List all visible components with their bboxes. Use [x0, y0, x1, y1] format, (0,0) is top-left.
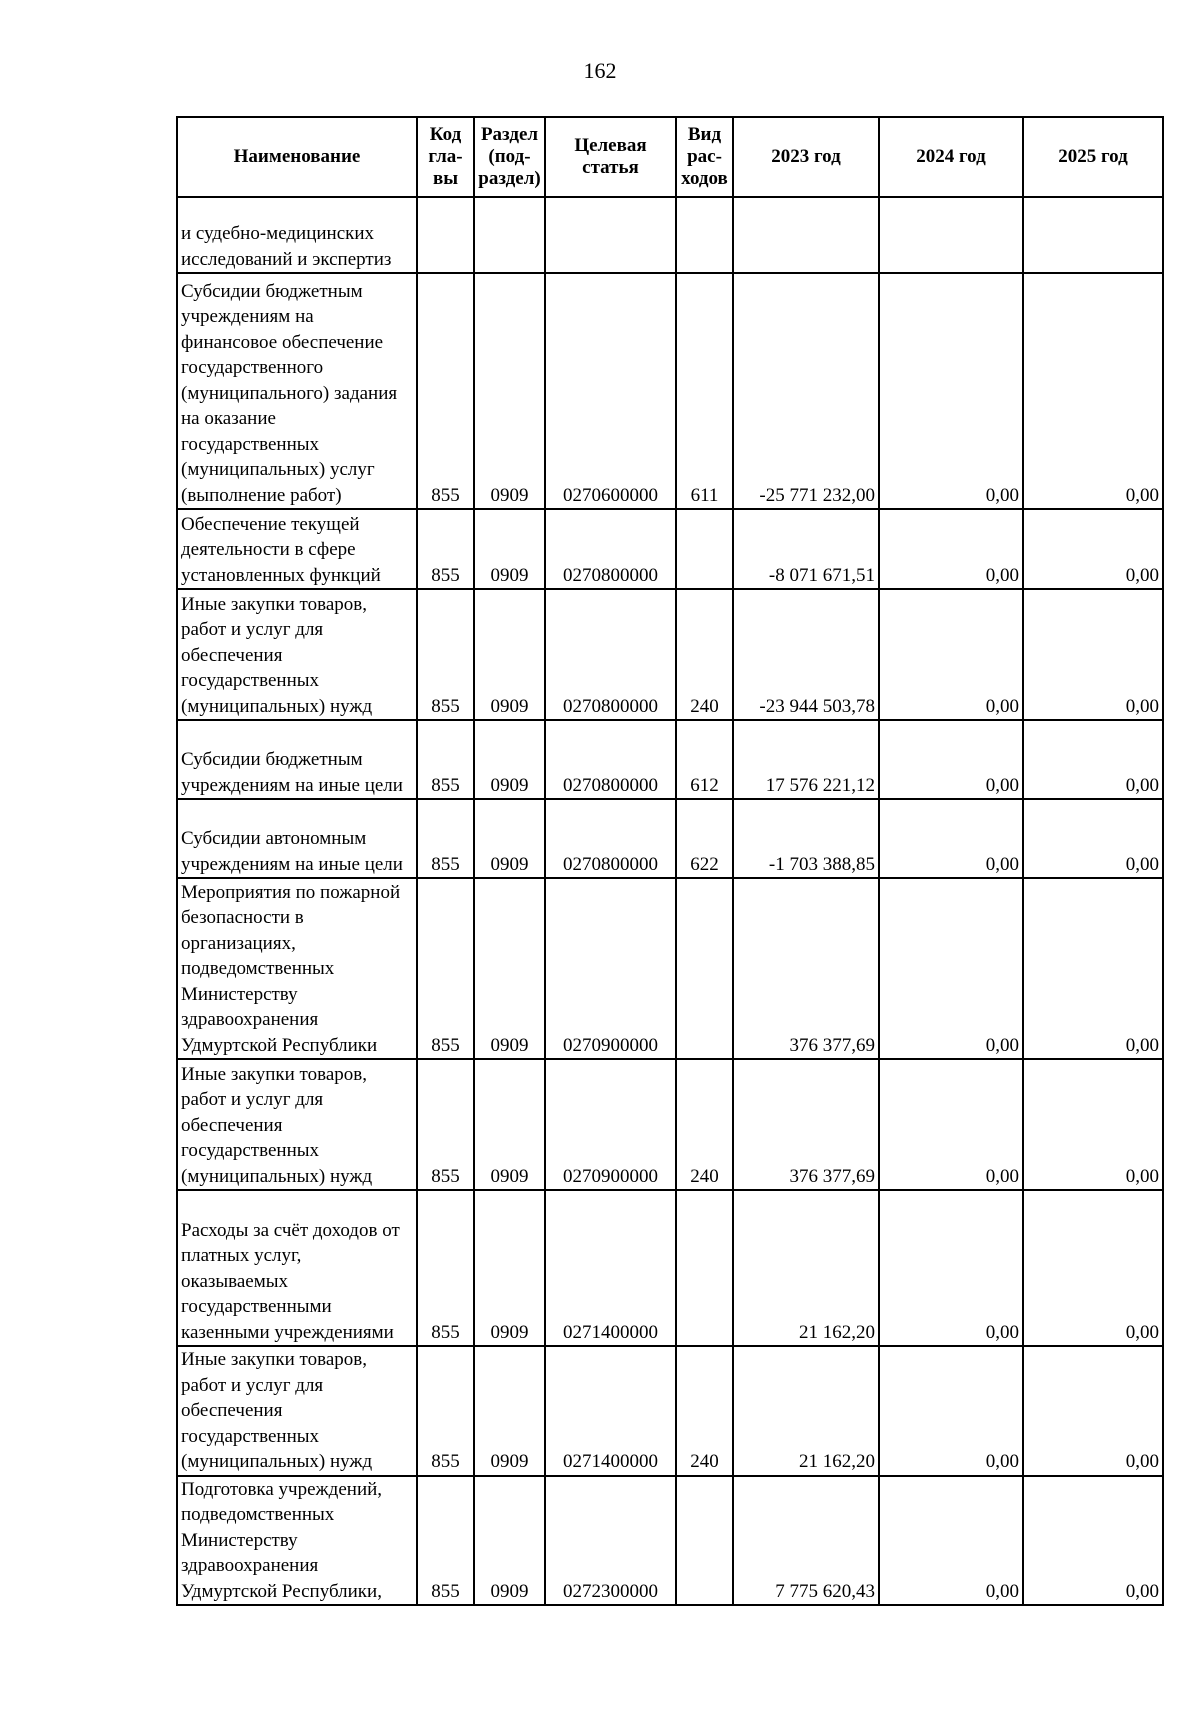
cell-expense: [676, 197, 733, 273]
cell-chapter: [417, 197, 474, 273]
cell-2024: 0,00: [879, 589, 1023, 720]
cell-chapter: 855: [417, 720, 474, 799]
cell-2023: 376 377,69: [733, 1059, 879, 1190]
cell-target: 0271400000: [545, 1190, 676, 1346]
table-row: [177, 878, 1163, 1059]
cell-chapter: 855: [417, 273, 474, 509]
cell-name: Подготовка учреждений, подведомственных Министерству здравоохранения Удмуртской Республики,: [177, 1476, 417, 1606]
budget-table: [176, 116, 1164, 1606]
cell-section: 0909: [474, 1346, 545, 1476]
cell-section: 0909: [474, 589, 545, 720]
cell-2023: 376 377,69: [733, 878, 879, 1059]
table-header: [177, 117, 1163, 197]
cell-target: 0272300000: [545, 1476, 676, 1606]
cell-target: 0270900000: [545, 878, 676, 1059]
cell-chapter: 855: [417, 589, 474, 720]
cell-name: Иные закупки товаров, работ и услуг для обеспечения государственных (муниципальных) нужд: [177, 1059, 417, 1190]
table-row: [177, 1476, 1163, 1606]
cell-2025: 0,00: [1023, 509, 1163, 589]
cell-2023: -25 771 232,00: [733, 273, 879, 509]
cell-2025: 0,00: [1023, 1346, 1163, 1476]
cell-target: 0270900000: [545, 1059, 676, 1190]
cell-section: 0909: [474, 1190, 545, 1346]
cell-2024: 0,00: [879, 1346, 1023, 1476]
cell-2024: 0,00: [879, 1059, 1023, 1190]
cell-target: 0270600000: [545, 273, 676, 509]
cell-2023: 21 162,20: [733, 1190, 879, 1346]
cell-section: 0909: [474, 799, 545, 878]
table-row: [177, 799, 1163, 878]
table-body: [177, 197, 1163, 1605]
header-expense-type: Вид рас-ходов: [676, 117, 733, 197]
cell-2024: 0,00: [879, 1190, 1023, 1346]
cell-2023: -8 071 671,51: [733, 509, 879, 589]
cell-name: Иные закупки товаров, работ и услуг для обеспечения государственных (муниципальных) нужд: [177, 1346, 417, 1476]
header-row: [177, 117, 1163, 197]
cell-chapter: 855: [417, 1346, 474, 1476]
cell-chapter: 855: [417, 509, 474, 589]
cell-target: 0270800000: [545, 720, 676, 799]
cell-2023: -1 703 388,85: [733, 799, 879, 878]
cell-expense: [676, 878, 733, 1059]
header-year-2024: 2024 год: [879, 117, 1023, 197]
cell-2024: 0,00: [879, 509, 1023, 589]
cell-target: 0270800000: [545, 589, 676, 720]
cell-2024: 0,00: [879, 720, 1023, 799]
cell-name: Субсидии автономным учреждениям на иные цели: [177, 799, 417, 878]
cell-2023: 21 162,20: [733, 1346, 879, 1476]
cell-chapter: 855: [417, 878, 474, 1059]
cell-expense: 611: [676, 273, 733, 509]
cell-2023: 17 576 221,12: [733, 720, 879, 799]
cell-2025: 0,00: [1023, 720, 1163, 799]
header-year-2025: 2025 год: [1023, 117, 1163, 197]
cell-expense: [676, 1190, 733, 1346]
cell-expense: 612: [676, 720, 733, 799]
cell-2025: 0,00: [1023, 1190, 1163, 1346]
cell-name: Субсидии бюджетным учреждениям на финансовое обеспечение государственного (муниципального) задания на оказание государственных (муниципальных) услуг (выполнение работ): [177, 273, 417, 509]
cell-name: Субсидии бюджетным учреждениям на иные цели: [177, 720, 417, 799]
cell-section: 0909: [474, 1476, 545, 1606]
cell-chapter: 855: [417, 1059, 474, 1190]
cell-2025: 0,00: [1023, 1476, 1163, 1606]
page-number: 162: [583, 58, 617, 83]
cell-name: и судебно-медицинских исследований и экспертиз: [177, 197, 417, 273]
cell-expense: 240: [676, 589, 733, 720]
cell-target: 0270800000: [545, 509, 676, 589]
cell-2024: 0,00: [879, 878, 1023, 1059]
cell-2025: 0,00: [1023, 273, 1163, 509]
cell-2025: 0,00: [1023, 799, 1163, 878]
cell-section: 0909: [474, 1059, 545, 1190]
cell-target: 0270800000: [545, 799, 676, 878]
cell-section: [474, 197, 545, 273]
cell-name: Мероприятия по пожарной безопасности в организациях, подведомственных Министерству здравоохранения Удмуртской Республики: [177, 878, 417, 1059]
table-row: [177, 273, 1163, 509]
cell-section: 0909: [474, 720, 545, 799]
cell-expense: [676, 1476, 733, 1606]
header-target-article: Целевая статья: [545, 117, 676, 197]
cell-2024: 0,00: [879, 1476, 1023, 1606]
cell-chapter: 855: [417, 799, 474, 878]
cell-2025: 0,00: [1023, 878, 1163, 1059]
cell-2025: 0,00: [1023, 589, 1163, 720]
header-name: Наименование: [177, 117, 417, 197]
cell-2024: 0,00: [879, 799, 1023, 878]
cell-target: 0271400000: [545, 1346, 676, 1476]
cell-2024: 0,00: [879, 273, 1023, 509]
table-row: [177, 720, 1163, 799]
cell-2023: 7 775 620,43: [733, 1476, 879, 1606]
cell-2024: [879, 197, 1023, 273]
header-year-2023: 2023 год: [733, 117, 879, 197]
table-row: [177, 1190, 1163, 1346]
table-row: [177, 197, 1163, 273]
cell-expense: [676, 509, 733, 589]
cell-name: Расходы за счёт доходов от платных услуг, оказываемых государственными казенными учреждениями: [177, 1190, 417, 1346]
cell-expense: 240: [676, 1346, 733, 1476]
cell-name: Обеспечение текущей деятельности в сфере установленных функций: [177, 509, 417, 589]
cell-section: 0909: [474, 509, 545, 589]
cell-name: Иные закупки товаров, работ и услуг для обеспечения государственных (муниципальных) нужд: [177, 589, 417, 720]
cell-section: 0909: [474, 273, 545, 509]
table-row: [177, 1346, 1163, 1476]
cell-target: [545, 197, 676, 273]
cell-chapter: 855: [417, 1190, 474, 1346]
cell-2023: [733, 197, 879, 273]
table-row: [177, 589, 1163, 720]
header-chapter-code: Код гла-вы: [417, 117, 474, 197]
cell-expense: 622: [676, 799, 733, 878]
cell-2025: 0,00: [1023, 1059, 1163, 1190]
table-row: [177, 1059, 1163, 1190]
header-section: Раздел (под-раздел): [474, 117, 545, 197]
cell-expense: 240: [676, 1059, 733, 1190]
cell-chapter: 855: [417, 1476, 474, 1606]
table-row: [177, 509, 1163, 589]
cell-section: 0909: [474, 878, 545, 1059]
cell-2025: [1023, 197, 1163, 273]
cell-2023: -23 944 503,78: [733, 589, 879, 720]
